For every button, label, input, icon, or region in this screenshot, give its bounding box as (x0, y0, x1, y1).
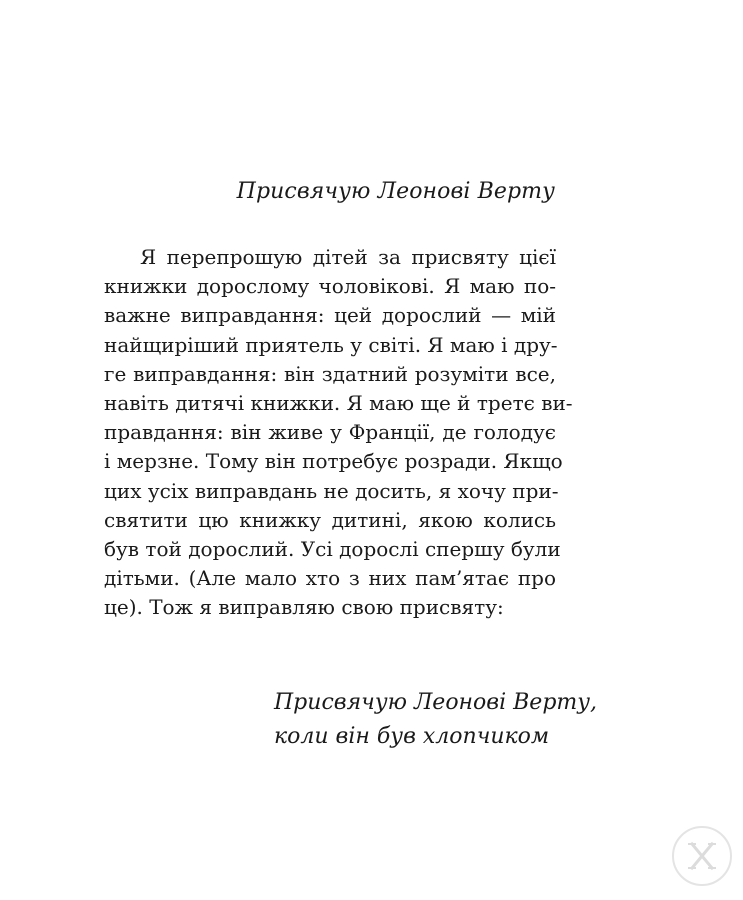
dedication-closing (274, 686, 597, 754)
paragraph-line: був той дорослий. Усі дорослі спершу були (104, 536, 561, 561)
paragraph-line: правдання: він живе у Франції, де голодує (104, 420, 556, 445)
closing-line-2: коли він був хлопчиком (274, 724, 550, 749)
paragraph-line: важне виправдання: цей дорослий — мій (104, 303, 556, 328)
dedication-paragraph (104, 243, 573, 622)
paragraph-line: і мерзне. Тому він потребує розради. Якщо (104, 449, 563, 474)
paragraph-line: дітьми. (Але мало хто з них пам’ятає про (104, 566, 556, 591)
paragraph-line: найщиріший приятель у світі. Я маю і дру- (104, 332, 558, 357)
publisher-watermark (672, 826, 732, 886)
paragraph-line: цих усіх виправдань не досить, я хочу при- (104, 478, 559, 503)
closing-line-1: Присвячую Леонові Верту, (274, 690, 598, 715)
x-logo-icon (685, 839, 719, 873)
paragraph-line: ге виправдання: він здатний розуміти все, (104, 361, 556, 386)
paragraph-line: це). Тож я виправляю свою присвяту: (104, 595, 504, 620)
paragraph-line: святити цю книжку дитині, якою колись (104, 507, 556, 532)
paragraph-line: книжки дорослому чоловікові. Я маю по- (104, 274, 556, 299)
paragraph-line: навіть дитячі книжки. Я маю ще й третє ви- (104, 390, 573, 415)
paragraph-line: Я перепрошую дітей за присвяту цієї (140, 245, 556, 269)
dedication-heading: Присвячую Леонові Верту (236, 179, 555, 204)
